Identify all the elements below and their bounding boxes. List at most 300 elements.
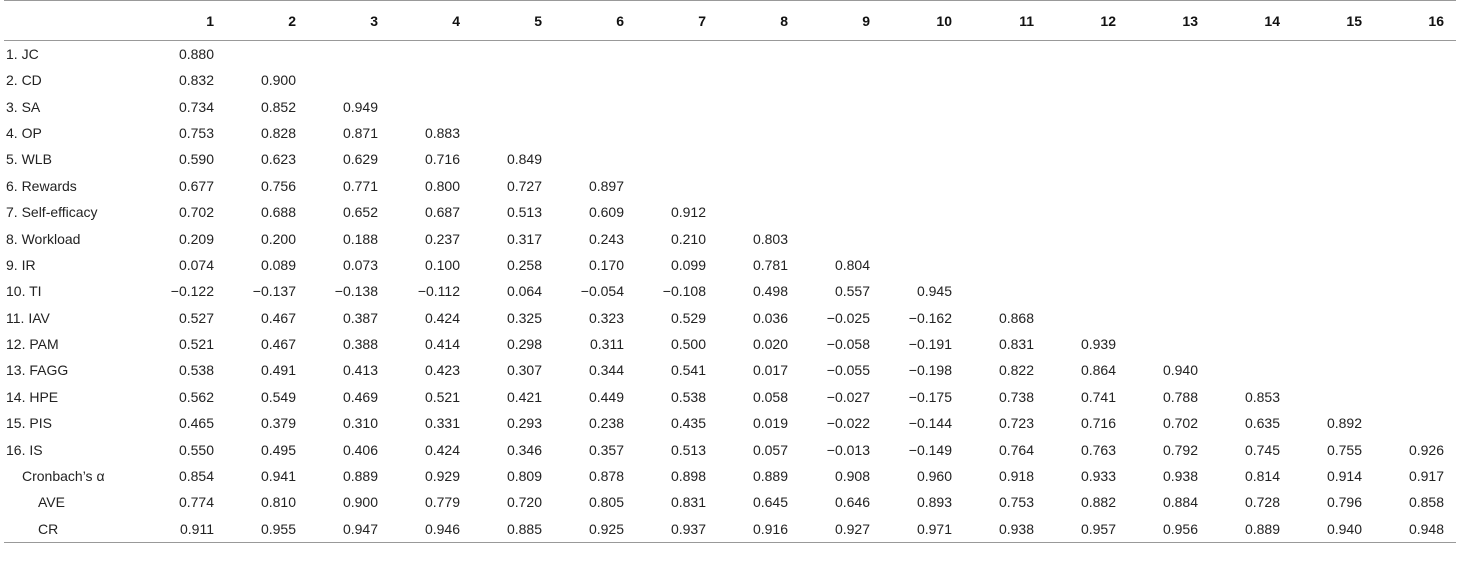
table-cell (964, 120, 1046, 146)
table-cell (472, 93, 554, 119)
table-cell (1046, 93, 1128, 119)
table-cell: 0.064 (506, 283, 542, 300)
table-cell: 0.100 (424, 256, 460, 273)
row-label: 9. IR (6, 256, 36, 273)
table-cell (964, 93, 1046, 119)
table-cell: −0.112 (417, 283, 460, 300)
table-cell: 0.435 (670, 415, 706, 432)
table-cell: 0.804 (834, 256, 870, 273)
table-cell: 0.753 (998, 494, 1034, 511)
table-cell: 0.521 (178, 336, 214, 353)
table-cell: 0.491 (260, 362, 296, 379)
table-cell (1292, 331, 1374, 357)
table-cell: 0.498 (752, 283, 788, 300)
table-cell: −0.191 (908, 336, 952, 353)
table-cell (882, 93, 964, 119)
table-cell (226, 41, 308, 68)
table-cell (636, 146, 718, 172)
table-cell (718, 146, 800, 172)
header-cell-col-12: 12 (1046, 1, 1128, 41)
table-cell: −0.054 (580, 283, 624, 300)
table-cell (882, 252, 964, 278)
table-cell (636, 93, 718, 119)
table-cell (1292, 173, 1374, 199)
table-cell: 0.200 (260, 230, 296, 247)
table-cell (800, 225, 882, 251)
table-cell: 0.170 (588, 256, 624, 273)
table-cell (1374, 173, 1456, 199)
table-cell (1128, 331, 1210, 357)
table-cell (1210, 146, 1292, 172)
table-cell (1292, 146, 1374, 172)
table-cell: 0.017 (752, 362, 788, 379)
row-label: 8. Workload (6, 230, 81, 247)
table-cell (1374, 41, 1456, 68)
header-cell-col-4: 4 (390, 1, 472, 41)
table-cell: 0.933 (1080, 468, 1116, 485)
table-cell: 0.421 (506, 388, 542, 405)
table-cell: −0.025 (826, 309, 870, 326)
table-cell: 0.960 (916, 468, 952, 485)
table-cell: 0.414 (424, 336, 460, 353)
table-cell: 0.549 (260, 388, 296, 405)
table-cell (1210, 120, 1292, 146)
table-cell (472, 41, 554, 68)
table-cell (1374, 199, 1456, 225)
table-row (4, 384, 1456, 410)
table-cell: 0.828 (260, 124, 296, 141)
table-cell (1374, 67, 1456, 93)
table-cell: 0.387 (342, 309, 378, 326)
table-cell (1374, 225, 1456, 251)
table-cell: 0.883 (424, 124, 460, 141)
table-cell (1210, 93, 1292, 119)
table-cell: 0.469 (342, 388, 378, 405)
table-cell: 0.792 (1162, 441, 1198, 458)
table-cell: 0.800 (424, 177, 460, 194)
header-cell-col-7: 7 (636, 1, 718, 41)
table-cell (1374, 384, 1456, 410)
table-cell: −0.149 (908, 441, 952, 458)
table-cell: 0.019 (752, 415, 788, 432)
table-cell: 0.809 (506, 468, 542, 485)
table-cell: 0.914 (1326, 468, 1362, 485)
row-label: 1. JC (6, 46, 39, 62)
table-cell: 0.779 (424, 494, 460, 511)
table-cell (718, 41, 800, 68)
table-cell: 0.562 (178, 388, 214, 405)
table-cell: 0.716 (1080, 415, 1116, 432)
row-label: AVE (38, 494, 65, 511)
table-row (4, 146, 1456, 172)
table-cell: 0.423 (424, 362, 460, 379)
table-cell: 0.344 (588, 362, 624, 379)
table-row (4, 331, 1456, 357)
row-label: 14. HPE (6, 388, 59, 405)
table-cell (390, 93, 472, 119)
header-cell-col-11: 11 (964, 1, 1046, 41)
table-cell (1128, 146, 1210, 172)
table-cell: 0.424 (424, 441, 460, 458)
table-cell (882, 225, 964, 251)
table-header-row (4, 1, 1456, 41)
table-cell: 0.781 (752, 256, 788, 273)
table-cell (800, 146, 882, 172)
table-cell (1046, 252, 1128, 278)
header-cell-col-5: 5 (472, 1, 554, 41)
table-cell: 0.057 (752, 441, 788, 458)
table-cell (882, 67, 964, 93)
table-cell (554, 41, 636, 68)
table-row (4, 67, 1456, 93)
table-cell (882, 146, 964, 172)
table-cell: 0.734 (178, 98, 214, 115)
table-cell: 0.099 (670, 256, 706, 273)
table-cell (1374, 410, 1456, 436)
table-cell (800, 173, 882, 199)
table-cell (1046, 199, 1128, 225)
table-cell (308, 41, 390, 68)
table-cell: 0.550 (178, 441, 214, 458)
table-cell: 0.702 (178, 204, 214, 221)
table-cell: 0.868 (998, 309, 1034, 326)
table-cell (964, 146, 1046, 172)
row-label: 10. TI (6, 283, 42, 300)
table-cell (1046, 278, 1128, 304)
table-cell (964, 173, 1046, 199)
table-cell: 0.927 (800, 516, 882, 543)
row-label: 6. Rewards (6, 177, 77, 194)
table-cell (554, 146, 636, 172)
table-cell (1046, 146, 1128, 172)
table-cell (1210, 357, 1292, 383)
table-cell: −0.175 (908, 388, 952, 405)
table-cell (800, 67, 882, 93)
table-cell: 0.889 (1210, 516, 1292, 543)
table-cell: 0.971 (882, 516, 964, 543)
table-cell (390, 67, 472, 93)
table-cell: 0.741 (1080, 388, 1116, 405)
table-cell: 0.912 (670, 204, 706, 221)
table-cell: 0.310 (342, 415, 378, 432)
table-cell: 0.325 (506, 309, 542, 326)
table-cell (636, 67, 718, 93)
table-cell: 0.803 (752, 230, 788, 247)
table-cell: 0.955 (226, 516, 308, 543)
table-cell (964, 199, 1046, 225)
table-cell: 0.884 (1162, 494, 1198, 511)
row-label: 11. IAV (6, 309, 50, 326)
table-cell (1046, 173, 1128, 199)
header-cell-col-2: 2 (226, 1, 308, 41)
table-cell: 0.513 (506, 204, 542, 221)
table-cell: 0.629 (342, 151, 378, 168)
table-cell: 0.956 (1128, 516, 1210, 543)
table-cell (1374, 120, 1456, 146)
table-cell (1292, 41, 1374, 68)
table-cell (1046, 41, 1128, 68)
table-cell: 0.074 (178, 256, 214, 273)
table-cell: 0.948 (1374, 516, 1456, 543)
table-cell (308, 67, 390, 93)
header-cell-col-10: 10 (882, 1, 964, 41)
table-cell (800, 93, 882, 119)
table-row (4, 252, 1456, 278)
table-cell (1292, 305, 1374, 331)
table-cell (1210, 278, 1292, 304)
row-label: 13. FAGG (6, 362, 69, 379)
table-cell (1374, 331, 1456, 357)
table-cell (1128, 173, 1210, 199)
table-row (4, 225, 1456, 251)
table-cell: 0.853 (1244, 388, 1280, 405)
table-cell: 0.500 (670, 336, 706, 353)
table-row (4, 305, 1456, 331)
table-cell: 0.893 (916, 494, 952, 511)
table-cell: 0.635 (1244, 415, 1280, 432)
table-cell: 0.889 (342, 468, 378, 485)
table-cell (1128, 41, 1210, 68)
table-cell (1292, 225, 1374, 251)
table-cell: 0.957 (1046, 516, 1128, 543)
table-cell (1128, 225, 1210, 251)
table-row (4, 278, 1456, 304)
row-label: 2. CD (6, 72, 42, 89)
table-cell (1046, 305, 1128, 331)
header-cell-col-8: 8 (718, 1, 800, 41)
table-cell: 0.882 (1080, 494, 1116, 511)
table-cell: −0.138 (334, 283, 378, 300)
table-cell (718, 199, 800, 225)
table-cell (964, 41, 1046, 68)
table-cell: 0.188 (342, 230, 378, 247)
table-cell (1374, 278, 1456, 304)
table-cell: 0.805 (588, 494, 624, 511)
table-cell: −0.013 (826, 441, 870, 458)
table-row (4, 357, 1456, 383)
table-cell: −0.022 (826, 415, 870, 432)
table-cell: 0.947 (308, 516, 390, 543)
table-cell (554, 93, 636, 119)
header-cell-col-14: 14 (1210, 1, 1292, 41)
table-cell: 0.258 (506, 256, 542, 273)
table-cell: 0.949 (342, 98, 378, 115)
table-cell (1210, 225, 1292, 251)
table-cell: 0.939 (1080, 336, 1116, 353)
table-cell: 0.771 (342, 177, 378, 194)
table-cell: 0.945 (916, 283, 952, 300)
table-cell: 0.916 (718, 516, 800, 543)
table-cell (882, 173, 964, 199)
row-label: 7. Self-efficacy (6, 204, 98, 221)
table-cell: 0.941 (260, 468, 296, 485)
table-cell (1046, 67, 1128, 93)
table-cell: 0.854 (178, 468, 214, 485)
table-cell: 0.929 (424, 468, 460, 485)
table-cell: 0.238 (588, 415, 624, 432)
table-cell: 0.623 (260, 151, 296, 168)
table-row (4, 489, 1456, 515)
table-cell (1292, 67, 1374, 93)
table-cell (964, 252, 1046, 278)
table-cell: 0.831 (670, 494, 706, 511)
table-cell (1210, 41, 1292, 68)
table-cell: 0.557 (834, 283, 870, 300)
table-cell: 0.946 (390, 516, 472, 543)
table-cell: 0.346 (506, 441, 542, 458)
table-cell (1374, 252, 1456, 278)
table-cell: 0.331 (424, 415, 460, 432)
table-cell (1128, 252, 1210, 278)
table-cell: 0.878 (588, 468, 624, 485)
table-cell (1210, 173, 1292, 199)
table-cell (1210, 67, 1292, 93)
row-label: 12. PAM (6, 336, 59, 353)
table-cell: 0.810 (260, 494, 296, 511)
row-label: 3. SA (6, 98, 41, 115)
header-cell-col-13: 13 (1128, 1, 1210, 41)
table-cell: 0.209 (178, 230, 214, 247)
row-label: 4. OP (6, 124, 42, 141)
table-cell: 0.413 (342, 362, 378, 379)
table-cell: 0.925 (554, 516, 636, 543)
table-cell (1374, 146, 1456, 172)
table-row (4, 120, 1456, 146)
table-cell (1128, 305, 1210, 331)
table-cell (636, 173, 718, 199)
table-cell: 0.937 (636, 516, 718, 543)
header-cell-col-15: 15 (1292, 1, 1374, 41)
table-cell: 0.527 (178, 309, 214, 326)
table-cell (554, 67, 636, 93)
row-label: 15. PIS (6, 415, 52, 432)
table-cell: 0.317 (506, 230, 542, 247)
table-row (4, 41, 1456, 68)
table-cell (1292, 357, 1374, 383)
table-row (4, 410, 1456, 436)
table-cell (1210, 305, 1292, 331)
table-cell: −0.162 (908, 309, 952, 326)
table-cell: 0.036 (752, 309, 788, 326)
table-cell: 0.467 (260, 309, 296, 326)
table-cell: 0.495 (260, 441, 296, 458)
table-cell: 0.940 (1292, 516, 1374, 543)
table-cell (1128, 199, 1210, 225)
table-cell: 0.465 (178, 415, 214, 432)
table-cell (964, 278, 1046, 304)
table-cell: 0.293 (506, 415, 542, 432)
table-cell (1374, 357, 1456, 383)
table-cell (882, 120, 964, 146)
table-cell: 0.652 (342, 204, 378, 221)
table-cell: 0.738 (998, 388, 1034, 405)
table-row (4, 173, 1456, 199)
header-cell-col-1: 1 (144, 1, 226, 41)
table-cell (1046, 120, 1128, 146)
table-cell: 0.538 (178, 362, 214, 379)
table-cell: −0.137 (252, 283, 296, 300)
table-cell: 0.307 (506, 362, 542, 379)
row-label: CR (4, 516, 144, 543)
table-cell: 0.243 (588, 230, 624, 247)
table-cell: 0.938 (964, 516, 1046, 543)
table-cell (1374, 305, 1456, 331)
table-cell (1210, 331, 1292, 357)
table-cell: 0.832 (178, 72, 214, 89)
table-cell: 0.852 (260, 98, 296, 115)
table-cell: 0.756 (260, 177, 296, 194)
table-cell: −0.144 (908, 415, 952, 432)
table-cell: 0.702 (1162, 415, 1198, 432)
table-cell: −0.198 (908, 362, 952, 379)
table-cell: 0.541 (670, 362, 706, 379)
table-cell: 0.774 (178, 494, 214, 511)
table-cell: 0.379 (260, 415, 296, 432)
table-cell: 0.880 (178, 46, 214, 62)
table-cell: −0.058 (826, 336, 870, 353)
table-cell (1128, 120, 1210, 146)
table-cell: 0.298 (506, 336, 542, 353)
table-cell (554, 120, 636, 146)
table-cell: 0.406 (342, 441, 378, 458)
table-cell: 0.521 (424, 388, 460, 405)
table-cell: 0.753 (178, 124, 214, 141)
table-cell (1374, 93, 1456, 119)
table-cell (636, 41, 718, 68)
table-cell (472, 120, 554, 146)
table-cell (718, 173, 800, 199)
table-cell: 0.728 (1244, 494, 1280, 511)
table-cell: 0.892 (1326, 415, 1362, 432)
table-row (4, 199, 1456, 225)
row-label: 5. WLB (6, 151, 52, 168)
header-cell-col-9: 9 (800, 1, 882, 41)
table-cell: 0.764 (998, 441, 1034, 458)
table-cell (1292, 120, 1374, 146)
table-cell (800, 199, 882, 225)
table-cell: 0.529 (670, 309, 706, 326)
header-cell-col-16: 16 (1374, 1, 1456, 41)
table-cell: 0.917 (1408, 468, 1444, 485)
table-cell: 0.688 (260, 204, 296, 221)
table-cell: 0.424 (424, 309, 460, 326)
table-cell (964, 225, 1046, 251)
table-cell: 0.814 (1244, 468, 1280, 485)
table-cell: 0.926 (1408, 441, 1444, 458)
table-cell (390, 41, 472, 68)
table-cell: 0.900 (260, 72, 296, 89)
table-cell: 0.609 (588, 204, 624, 221)
header-cell-row-label (4, 1, 144, 41)
table-cell: 0.940 (1162, 362, 1198, 379)
table-cell: 0.513 (670, 441, 706, 458)
table-cell (882, 199, 964, 225)
header-cell-col-6: 6 (554, 1, 636, 41)
table-cell: 0.755 (1326, 441, 1362, 458)
row-label: 16. IS (6, 441, 43, 458)
table-cell: 0.831 (998, 336, 1034, 353)
table-cell: 0.590 (178, 151, 214, 168)
table-cell (1046, 225, 1128, 251)
table-cell (1292, 384, 1374, 410)
table-cell: 0.796 (1326, 494, 1362, 511)
header-cell-col-3: 3 (308, 1, 390, 41)
table-cell: 0.645 (752, 494, 788, 511)
table-cell: 0.763 (1080, 441, 1116, 458)
table-cell (1128, 93, 1210, 119)
table-cell: 0.020 (752, 336, 788, 353)
table-cell: 0.849 (506, 151, 542, 168)
